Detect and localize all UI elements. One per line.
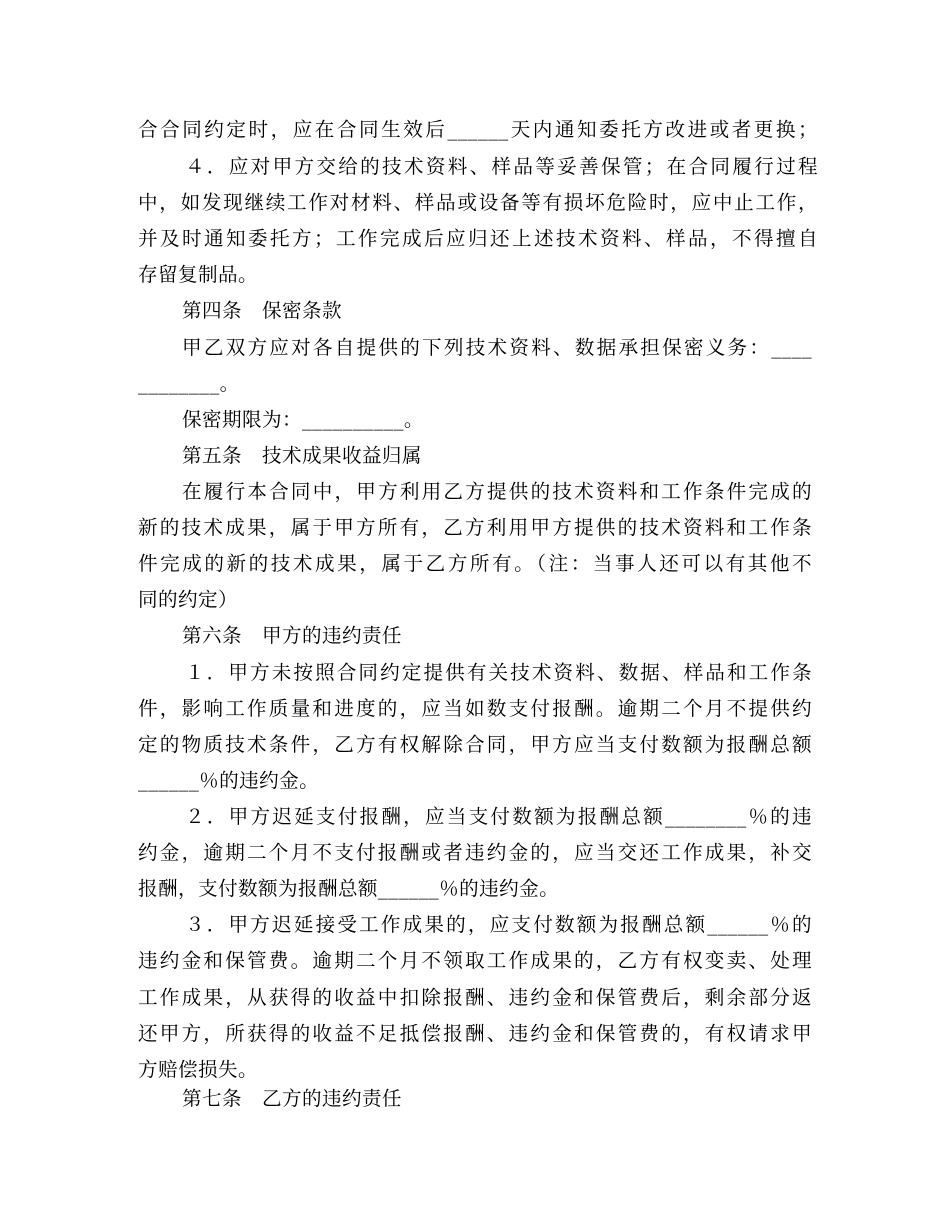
text-line: 保密期限为：__________。 (182, 408, 424, 431)
text-line: 并及时通知委托方；工作完成后应归还上述技术资料、样品，不得擅自 (138, 227, 818, 250)
section-heading: 第五条 技术成果收益归属 (182, 444, 422, 467)
text-line: 同的约定） (138, 588, 238, 611)
text-line: 新的技术成果，属于甲方所有，乙方利用甲方提供的技术资料和工作条 (138, 516, 812, 539)
text-line: 违约金和保管费。逾期二个月不领取工作成果的，乙方有权变卖、处理 (138, 949, 812, 972)
text-line: 方赔偿损失。 (138, 1058, 258, 1081)
section-heading: 第六条 甲方的违约责任 (182, 624, 402, 647)
text-line: 中，如发现继续工作对材料、样品或设备等有损坏危险时，应中止工作， (138, 191, 818, 214)
text-line: 约金，逾期二个月不支付报酬或者违约金的，应当交还工作成果，补交 (138, 841, 812, 864)
section-heading: 第四条 保密条款 (182, 299, 342, 322)
text-line: 还甲方，所获得的收益不足抵偿报酬、违约金和保管费的，有权请求甲 (138, 1022, 812, 1045)
section-heading: 第七条 乙方的违约责任 (182, 1087, 402, 1110)
text-line: 定的物质技术条件，乙方有权解除合同，甲方应当支付数额为报酬总额 (138, 733, 812, 756)
text-line: ______％的违约金。 (138, 769, 320, 792)
text-line: 件，影响工作质量和进度的，应当如数支付报酬。逾期二个月不提供约 (138, 697, 812, 720)
text-line: ________。 (138, 372, 240, 395)
text-line: ２．甲方迟延支付报酬，应当支付数额为报酬总额________％的违 (185, 805, 812, 828)
text-line: 报酬，支付数额为报酬总额______％的违约金。 (138, 877, 560, 900)
text-line: １．甲方未按照合同约定提供有关技术资料、数据、样品和工作条 (185, 661, 812, 684)
text-line: 件完成的新的技术成果，属于乙方所有。（注：当事人还可以有其他不 (138, 552, 812, 575)
text-line: 合合同约定时，应在合同生效后______天内通知委托方改进或者更换； (138, 118, 818, 141)
text-line: 在履行本合同中，甲方利用乙方提供的技术资料和工作条件完成的 (182, 480, 812, 503)
text-line: 存留复制品。 (138, 263, 258, 286)
text-line: ３．甲方迟延接受工作成果的，应支付数额为报酬总额______％的 (185, 913, 812, 936)
text-line: ４．应对甲方交给的技术资料、样品等妥善保管；在合同履行过程 (185, 155, 818, 178)
text-line: 甲乙双方应对各自提供的下列技术资料、数据承担保密义务：____ (182, 336, 812, 359)
text-line: 工作成果，从获得的收益中扣除报酬、违约金和保管费后，剩余部分返 (138, 986, 812, 1009)
